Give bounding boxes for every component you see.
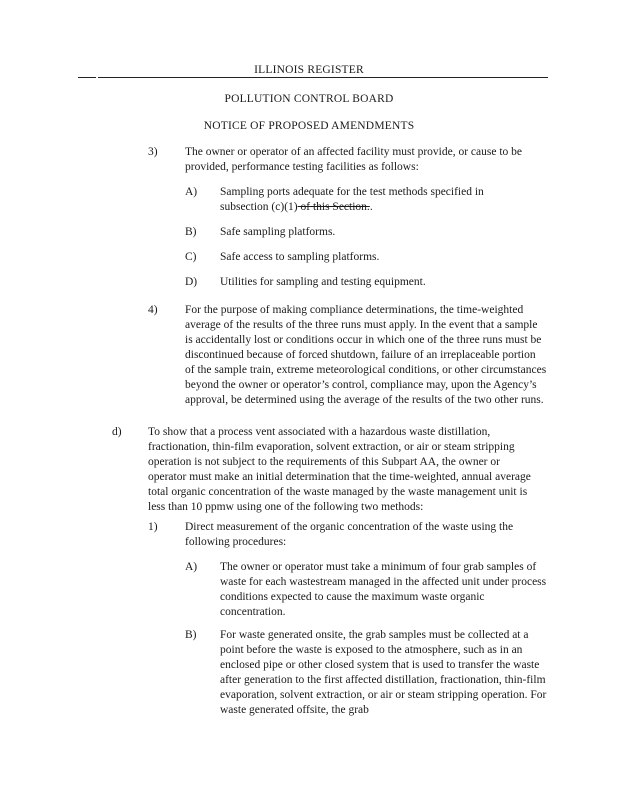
item-3c-label: C) xyxy=(185,251,197,263)
item-3-label: 3) xyxy=(148,146,158,158)
item-3a-text xyxy=(220,185,510,215)
item-3a-tail: . xyxy=(369,201,373,213)
item-3a-struck: of this Section. xyxy=(297,201,370,213)
item-3d-label: D) xyxy=(185,276,198,288)
item-d1a-text: The owner or operator must take a minimum of four grab samples of waste for each wastestream managed in the affected unit under process conditions expected to cause the maximum waste organic concentration. xyxy=(220,561,547,618)
item-3b-text: Safe sampling platforms. xyxy=(220,226,336,238)
header-rule xyxy=(98,77,548,78)
agency-title: POLLUTION CONTROL BOARD xyxy=(224,93,394,105)
item-3-text: The owner or operator of an affected facility must provide, or cause to be provided, performance testing facilities as follows: xyxy=(185,146,522,173)
item-d1a-label: A) xyxy=(185,561,198,573)
register-title: ILLINOIS REGISTER xyxy=(254,64,364,76)
notice-title: NOTICE OF PROPOSED AMENDMENTS xyxy=(203,120,415,132)
item-d1-text: Direct measurement of the organic concentration of the waste using the following procedures: xyxy=(185,521,514,548)
item-4-label: 4) xyxy=(148,304,158,316)
item-3a-label: A) xyxy=(185,186,198,198)
item-3a-body: Sampling ports adequate for the test methods specified in subsection (c)(1) xyxy=(220,186,484,213)
item-3b-label: B) xyxy=(185,226,197,238)
item-d-label: d) xyxy=(112,426,122,438)
item-d1-label: 1) xyxy=(148,521,158,533)
item-3c-text: Safe access to sampling platforms. xyxy=(220,251,380,263)
item-4-text: For the purpose of making compliance determinations, the time-weighted average of the results of the three runs must apply. In the event that a sample is accidentally lost or conditions occur in which one of the three runs must be discontinued because of forced shutdown, failure of an irreplaceable portion of the sample train, extreme meteorological conditions, or other circumstances beyond the owner or operator’s control, compliance may, upon the Agency’s approval, be determined using the average of the results of the two other runs. xyxy=(185,304,547,406)
item-d-text: To show that a process vent associated with a hazardous waste distillation, fractionation, thin-film evaporation, solvent extraction, or air or steam stripping operation is not subject to the requirements of this Subpart AA, the owner or operator must make an initial determination that the time-weighted, annual average total organic concentration of the waste managed by the waste management unit is less than 10 ppmw using one of the following two methods: xyxy=(148,426,531,513)
item-d1b-text: For waste generated onsite, the grab samples must be collected at a point before the waste is exposed to the atmosphere, such as in an enclosed pipe or other closed system that is used to transfer the waste after generation to the first affected distillation, fractionation, thin-film evaporation, solvent extraction, or air or steam stripping operation. For waste generated offsite, the grab xyxy=(220,629,547,716)
header-rule-short xyxy=(78,77,96,78)
item-3d-text: Utilities for sampling and testing equipment. xyxy=(220,276,426,288)
item-d1b-label: B) xyxy=(185,629,197,641)
